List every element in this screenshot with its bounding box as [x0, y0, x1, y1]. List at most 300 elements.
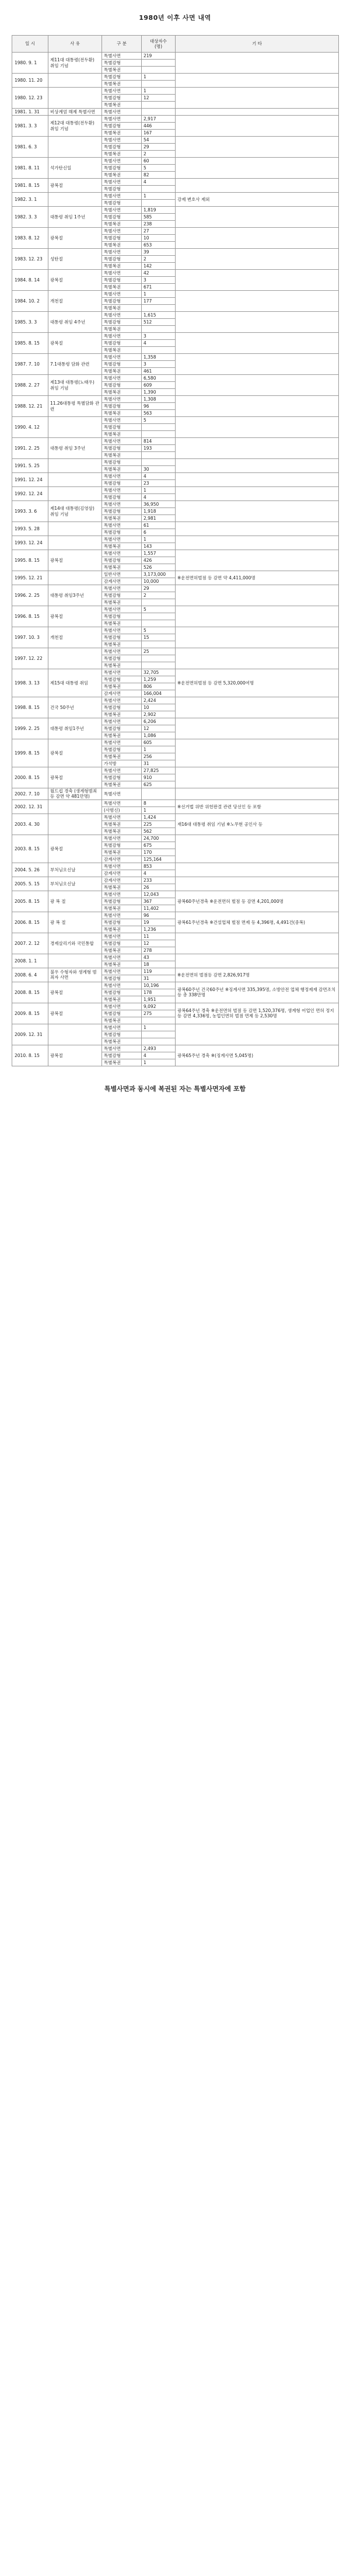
table-row: [12, 333, 339, 340]
entry-count: 2,493: [142, 1045, 176, 1052]
entry-count: 1,259: [142, 676, 176, 683]
entry-type: 특별복권: [102, 452, 142, 459]
entry-note: 광복61주년경축 ※건설업체 벌점 면제 등 4,396명, 4,491건(중복): [176, 912, 339, 933]
table-row: [12, 207, 339, 214]
entry-count: 1,615: [142, 312, 176, 319]
table-row: [12, 88, 339, 95]
entry-reason: 광복절: [48, 228, 102, 249]
entry-date: 1996. 8. 15: [12, 606, 48, 627]
entry-count: 278: [142, 947, 176, 954]
entry-reason: 광복절: [48, 333, 102, 354]
entry-type: 특별감형: [102, 613, 142, 620]
entry-reason: 광복절: [48, 1045, 102, 1066]
entry-date: 1991. 2. 25: [12, 438, 48, 459]
entry-type: 특별복권: [102, 926, 142, 933]
entry-note: 광복65주년 경축 ※(징계사면 5,045명): [176, 1045, 339, 1066]
entry-type: 특별감형: [102, 382, 142, 389]
header-date: 일 시: [12, 36, 48, 53]
entry-type: 특별복권: [102, 543, 142, 550]
entry-count: 31: [142, 975, 176, 982]
table-row: [12, 669, 339, 676]
entry-count: [142, 109, 176, 116]
entry-count: 853: [142, 863, 176, 870]
entry-count: 11,402: [142, 905, 176, 912]
entry-type: 특별사면: [102, 179, 142, 186]
entry-type: 특별감형: [102, 256, 142, 263]
entry-count: 5: [142, 165, 176, 172]
entry-count: 18: [142, 961, 176, 968]
entry-note: [176, 158, 339, 179]
entry-type: 특별복권: [102, 431, 142, 438]
entry-reason: 대통령 취임 3주년: [48, 438, 102, 459]
entry-count: 4: [142, 494, 176, 501]
entry-type: 특별사면: [102, 648, 142, 655]
table-row: [12, 968, 339, 975]
entry-type: 특별감형: [102, 508, 142, 515]
entry-count: 42: [142, 270, 176, 277]
entry-date: 1980. 12. 23: [12, 88, 48, 109]
entry-count: [142, 431, 176, 438]
entry-type: (사범신): [102, 806, 142, 814]
entry-date: 1988. 2. 27: [12, 375, 48, 396]
entry-reason: 광 복 절: [48, 912, 102, 933]
table-row: [12, 459, 339, 466]
entry-count: 4: [142, 473, 176, 480]
entry-type: 특별감형: [102, 919, 142, 926]
entry-count: 3: [142, 277, 176, 284]
entry-type: 특별복권: [102, 515, 142, 522]
entry-count: [142, 599, 176, 606]
entry-type: 특별복권: [102, 599, 142, 606]
entry-count: 1,424: [142, 814, 176, 821]
entry-note: 광복60주년경축 ※운전면허 벌점 등 감면 4,201,000명: [176, 891, 339, 912]
table-row: [12, 739, 339, 746]
entry-count: 5: [142, 627, 176, 634]
entry-count: 32,705: [142, 669, 176, 676]
entry-type: 특별감형: [102, 1052, 142, 1059]
entry-date: 1997. 12. 22: [12, 648, 48, 669]
table-row: [12, 933, 339, 940]
entry-count: 1,086: [142, 732, 176, 739]
entry-type: 특별사면: [102, 788, 142, 800]
entry-count: 1: [142, 1024, 176, 1031]
entry-reason: 건국 50주년: [48, 697, 102, 718]
table-row: [12, 954, 339, 961]
entry-note: [176, 933, 339, 954]
entry-type: 특별감형: [102, 746, 142, 753]
table-row: [12, 396, 339, 403]
entry-type: 특별복권: [102, 102, 142, 109]
entry-count: [142, 1038, 176, 1045]
entry-type: 특별복권: [102, 781, 142, 788]
entry-type: 특별사면: [102, 912, 142, 919]
entry-type: 특별감형: [102, 235, 142, 242]
entry-note: [176, 550, 339, 571]
table-row: [12, 606, 339, 613]
entry-type: 특별복권: [102, 683, 142, 690]
entry-date: 1981. 8. 11: [12, 158, 48, 179]
header-type: 구 분: [102, 36, 142, 53]
entry-count: 1,308: [142, 396, 176, 403]
entry-type: 특별복권: [102, 947, 142, 954]
entry-date: 2010. 8. 15: [12, 1045, 48, 1066]
entry-count: 125,164: [142, 856, 176, 863]
entry-date: 2008. 1. 1: [12, 954, 48, 968]
entry-count: 23: [142, 480, 176, 487]
entry-reason: 광복절: [48, 270, 102, 291]
entry-count: [142, 662, 176, 669]
entry-count: 2: [142, 151, 176, 158]
table-row: [12, 718, 339, 725]
entry-type: 특별복권: [102, 662, 142, 669]
entry-count: 2: [142, 592, 176, 599]
entry-count: 2,902: [142, 711, 176, 718]
entry-count: 193: [142, 445, 176, 452]
entry-count: 1,557: [142, 550, 176, 557]
entry-reason: 제13대 대통령(노태우) 취임 기념: [48, 375, 102, 396]
entry-note: [176, 109, 339, 116]
entry-date: 2000. 8. 15: [12, 767, 48, 788]
entry-count: 563: [142, 410, 176, 417]
entry-type: 특별감형: [102, 529, 142, 536]
entry-reason: 경제살리기와 국민통합: [48, 933, 102, 954]
table-row: [12, 877, 339, 884]
entry-count: 233: [142, 877, 176, 884]
entry-count: 1,951: [142, 996, 176, 1003]
table-row: [12, 863, 339, 870]
entry-type: 특별복권: [102, 130, 142, 137]
entry-count: 426: [142, 557, 176, 564]
entry-type: 특별감형: [102, 557, 142, 564]
entry-type: 특별복권: [102, 1038, 142, 1045]
entry-count: 6: [142, 529, 176, 536]
entry-type: 특별사면: [102, 333, 142, 340]
table-row: [12, 179, 339, 186]
entry-note: [176, 585, 339, 606]
entry-type: 특별복권: [102, 884, 142, 891]
entry-count: 30: [142, 466, 176, 473]
entry-count: 1,390: [142, 389, 176, 396]
entry-reason: 광복절: [48, 767, 102, 788]
entry-type: 특별사면: [102, 207, 142, 214]
entry-count: 4: [142, 179, 176, 186]
entry-note: [176, 417, 339, 438]
entry-note: [176, 396, 339, 417]
entry-count: 4: [142, 340, 176, 347]
entry-date: 1990. 4. 12: [12, 417, 48, 438]
entry-note: [176, 877, 339, 891]
entry-date: 1999. 8. 15: [12, 739, 48, 767]
entry-count: 512: [142, 319, 176, 326]
entry-date: 1998. 8. 15: [12, 697, 48, 718]
entry-count: 24,700: [142, 835, 176, 842]
entry-type: 특별복권: [102, 564, 142, 571]
entry-count: [142, 102, 176, 109]
header-reason: 사 유: [48, 36, 102, 53]
entry-reason: 광복절: [48, 835, 102, 863]
entry-count: 1: [142, 536, 176, 543]
entry-date: 2003. 4. 30: [12, 814, 48, 835]
entry-date: 2008. 6. 4: [12, 968, 48, 982]
entry-type: 특별감형: [102, 898, 142, 905]
entry-count: 10,000: [142, 578, 176, 585]
entry-note: [176, 1024, 339, 1045]
entry-reason: 광복절: [48, 739, 102, 767]
entry-note: [176, 627, 339, 648]
entry-count: [142, 620, 176, 627]
table-row: [12, 270, 339, 277]
entry-type: 특별복권: [102, 711, 142, 718]
entry-type: 특별감형: [102, 676, 142, 683]
entry-type: 감계사면: [102, 877, 142, 884]
entry-note: 강제 변호사 제외: [176, 193, 339, 207]
entry-count: [142, 1017, 176, 1024]
entry-type: 특별복권: [102, 151, 142, 158]
entry-reason: [48, 536, 102, 550]
entry-reason: [48, 522, 102, 536]
entry-note: [176, 739, 339, 767]
table-row: [12, 375, 339, 382]
entry-type: 특별복권: [102, 828, 142, 835]
header-count-unit: (명): [154, 44, 163, 49]
entry-count: 256: [142, 753, 176, 760]
entry-type: 특별복권: [102, 81, 142, 88]
entry-type: 특별사면: [102, 137, 142, 144]
entry-date: 1982. 3. 1: [12, 193, 48, 207]
entry-count: 5: [142, 417, 176, 424]
entry-type: 특별사면: [102, 1024, 142, 1031]
entry-date: 2005. 8. 15: [12, 891, 48, 912]
entry-date: 1980. 11. 20: [12, 74, 48, 88]
entry-reason: 광복절: [48, 179, 102, 193]
entry-type: 특별사면: [102, 396, 142, 403]
table-row: [12, 835, 339, 842]
entry-note: [176, 74, 339, 88]
entry-count: 585: [142, 214, 176, 221]
entry-reason: [48, 799, 102, 814]
entry-type: 특별복권: [102, 305, 142, 312]
entry-reason: 불우 수형자와 생계형 범죄자 사면: [48, 968, 102, 982]
entry-type: 특별감형: [102, 340, 142, 347]
entry-type: 특별감형: [102, 494, 142, 501]
table-row: [12, 982, 339, 989]
entry-count: 96: [142, 403, 176, 410]
entry-type: 특별감형: [102, 95, 142, 102]
entry-reason: [48, 417, 102, 438]
entry-note: [176, 228, 339, 249]
entry-type: 특별사면: [102, 270, 142, 277]
entry-type: 특별감형: [102, 298, 142, 305]
entry-count: 27,825: [142, 767, 176, 774]
entry-count: 39: [142, 249, 176, 256]
entry-count: 609: [142, 382, 176, 389]
entry-count: 1: [142, 193, 176, 200]
table-row: [12, 891, 339, 898]
entry-note: [176, 501, 339, 522]
table-row: [12, 249, 339, 256]
entry-count: [142, 613, 176, 620]
entry-reason: 광복절: [48, 606, 102, 627]
entry-count: 1: [142, 88, 176, 95]
entry-count: 653: [142, 242, 176, 249]
page-title: 1980년 이후 사면 내역: [139, 14, 211, 22]
entry-date: 1998. 3. 13: [12, 669, 48, 697]
entry-count: 15: [142, 634, 176, 641]
entry-count: [142, 305, 176, 312]
entry-type: 특별복권: [102, 732, 142, 739]
entry-count: [142, 200, 176, 207]
table-row: [12, 158, 339, 165]
entry-type: 특별사면: [102, 522, 142, 529]
entry-count: 12: [142, 940, 176, 947]
entry-type: 특별감형: [102, 655, 142, 662]
entry-count: 61: [142, 522, 176, 529]
entry-type: 특별복권: [102, 620, 142, 627]
table-row: [12, 116, 339, 123]
entry-type: 특별복권: [102, 996, 142, 1003]
entry-reason: 제15대 대통령 취임: [48, 669, 102, 697]
entry-note: [176, 606, 339, 627]
entry-reason: 부처님오신날: [48, 877, 102, 891]
table-row: [12, 522, 339, 529]
entry-type: 특별감형: [102, 1031, 142, 1038]
entry-count: 4: [142, 1052, 176, 1059]
entry-count: 31: [142, 760, 176, 767]
entry-note: [176, 438, 339, 459]
entry-count: 19: [142, 919, 176, 926]
page: [0, 0, 350, 1105]
entry-date: 2008. 8. 15: [12, 982, 48, 1003]
entry-note: [176, 459, 339, 473]
table-row: [12, 417, 339, 424]
entry-type: 특별감형: [102, 975, 142, 982]
entry-type: 감계사면: [102, 870, 142, 877]
entry-reason: 대통령 취임1주년: [48, 718, 102, 739]
entry-note: [176, 249, 339, 270]
entry-count: 625: [142, 781, 176, 788]
entry-note: [176, 270, 339, 291]
entry-note: [176, 88, 339, 109]
header-count: [142, 36, 176, 53]
entry-date: 1982. 3. 3: [12, 207, 48, 228]
entry-count: 4: [142, 870, 176, 877]
entry-type: 특별사면: [102, 627, 142, 634]
entry-note: [176, 648, 339, 669]
entry-reason: 대통령 취임 4주년: [48, 312, 102, 333]
entry-reason: 월드컵 경축 (생계형범죄 등 감면 약 481만명): [48, 788, 102, 800]
entry-count: 54: [142, 137, 176, 144]
entry-type: 특별복권: [102, 821, 142, 828]
entry-type: 감계사면: [102, 690, 142, 697]
table-row: [12, 788, 339, 800]
entry-date: 1991. 12. 24: [12, 473, 48, 487]
entry-count: [142, 81, 176, 88]
entry-note: [176, 116, 339, 137]
entry-date: 1981. 8. 15: [12, 179, 48, 193]
entry-type: 특별사면: [102, 550, 142, 557]
entry-count: 367: [142, 898, 176, 905]
entry-note: 광복60주년 건국60주년 ※징계사면 335,395명, 소방안전 업체 행정제재 감면조치 등 총 338만명: [176, 982, 339, 1003]
table-row: [12, 536, 339, 543]
entry-count: 1,819: [142, 207, 176, 214]
entry-type: 특별감형: [102, 144, 142, 151]
entry-type: 특별복권: [102, 753, 142, 760]
entry-type: 일반사면: [102, 571, 142, 578]
entry-date: 1981. 6. 3: [12, 137, 48, 158]
entry-count: 119: [142, 968, 176, 975]
entry-count: 142: [142, 263, 176, 270]
entry-date: 1999. 2. 25: [12, 718, 48, 739]
table-row: [12, 74, 339, 81]
entry-reason: 제12대 대통령(전두환) 취임 기념: [48, 116, 102, 137]
entry-note: [176, 788, 339, 800]
entry-count: 275: [142, 1010, 176, 1017]
entry-note: 광복64주년 경축 ※운전면허 벌점 등 감면 1,520,376명, 생계형 어업인 면허 정지 등 감면 4,336명, 농업인면허 벌점 면제 등 2,530명: [176, 1003, 339, 1024]
table-row: [12, 1045, 339, 1052]
entry-date: 2003. 8. 15: [12, 835, 48, 863]
entry-type: 특별사면: [102, 718, 142, 725]
entry-type: 특별사면: [102, 312, 142, 319]
table-row: [12, 193, 339, 200]
entry-count: 1: [142, 74, 176, 81]
entry-count: 29: [142, 144, 176, 151]
entry-date: 1991. 5. 25: [12, 459, 48, 473]
entry-type: 특별감형: [102, 842, 142, 849]
entry-count: 3: [142, 333, 176, 340]
entry-type: 특별감형: [102, 480, 142, 487]
entry-count: 36,950: [142, 501, 176, 508]
entry-type: 특별사면: [102, 88, 142, 95]
entry-type: 특별사면: [102, 536, 142, 543]
entry-type: 특별사면: [102, 968, 142, 975]
entry-count: 82: [142, 172, 176, 179]
entry-note: [176, 375, 339, 396]
entry-type: 특별사면: [102, 585, 142, 592]
entry-reason: [48, 648, 102, 669]
entry-note: [176, 207, 339, 228]
entry-type: 특별사면: [102, 193, 142, 200]
table-row: [12, 571, 339, 578]
entry-note: 재16대 대통령 취임 기념 ※노무현 공인사 등: [176, 814, 339, 835]
entry-date: 2009. 12. 31: [12, 1024, 48, 1045]
entry-type: 특별복권: [102, 221, 142, 228]
entry-reason: 광복절: [48, 982, 102, 1003]
entry-count: [142, 788, 176, 800]
entry-note: [176, 697, 339, 718]
table-row: [12, 697, 339, 704]
entry-type: 특별감형: [102, 165, 142, 172]
table-row: [12, 814, 339, 821]
footer-note: 특별사면과 동시에 복권된 자는 특별사면자에 포함: [104, 1084, 246, 1093]
entry-type: 특별사면: [102, 438, 142, 445]
entry-date: 1985. 3. 3: [12, 312, 48, 333]
entry-type: 특별복권: [102, 67, 142, 74]
entry-type: 특별감형: [102, 774, 142, 781]
entry-date: 2007. 2. 12: [12, 933, 48, 954]
entry-type: 특별복권: [102, 347, 142, 354]
table-row: [12, 228, 339, 235]
table-body: [12, 53, 339, 1066]
entry-count: 461: [142, 368, 176, 375]
entry-date: 1984. 10. 2: [12, 291, 48, 312]
entry-count: [142, 186, 176, 193]
entry-type: 특별감형: [102, 214, 142, 221]
entry-date: 1995. 12. 21: [12, 571, 48, 585]
entry-type: 특별복권: [102, 172, 142, 179]
entry-type: 특별사면: [102, 501, 142, 508]
entry-date: 1992. 12. 24: [12, 487, 48, 501]
entry-reason: [48, 487, 102, 501]
